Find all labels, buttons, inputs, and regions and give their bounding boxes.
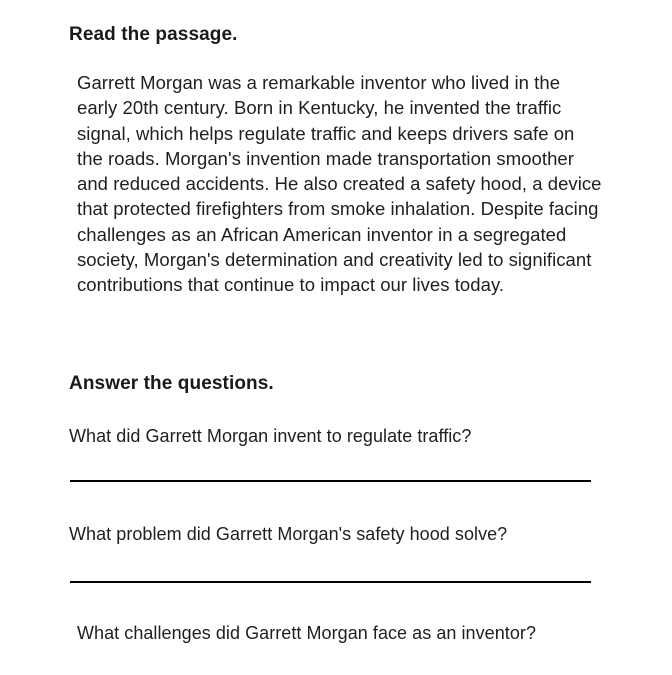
question-2-text: What problem did Garrett Morgan's safety hood solve? — [69, 524, 508, 544]
read-passage-heading: Read the passage. — [69, 24, 238, 45]
answer-line-question-2[interactable] — [70, 581, 591, 583]
passage-text: Garrett Morgan was a remarkable inventor who lived in the early 20th century. Born in Kentucky, he invented the traffic signal, which helps regulate traffic and keeps drivers safe on the roads. Morgan's invention made transportation smoother and reduced accidents. He also created a safety hood, a device that protected firefighters from smoke inhalation. Despite facing challenges as an African American inventor in a segregated society, Morgan's determination and creativity led to significant contributions that continue to impact our lives today. — [77, 72, 602, 296]
answer-line-question-1[interactable] — [70, 480, 591, 482]
answer-questions-heading: Answer the questions. — [69, 373, 274, 394]
question-1-text: What did Garrett Morgan invent to regulate traffic? — [69, 426, 472, 446]
question-3-text: What challenges did Garrett Morgan face as an inventor? — [77, 623, 536, 643]
